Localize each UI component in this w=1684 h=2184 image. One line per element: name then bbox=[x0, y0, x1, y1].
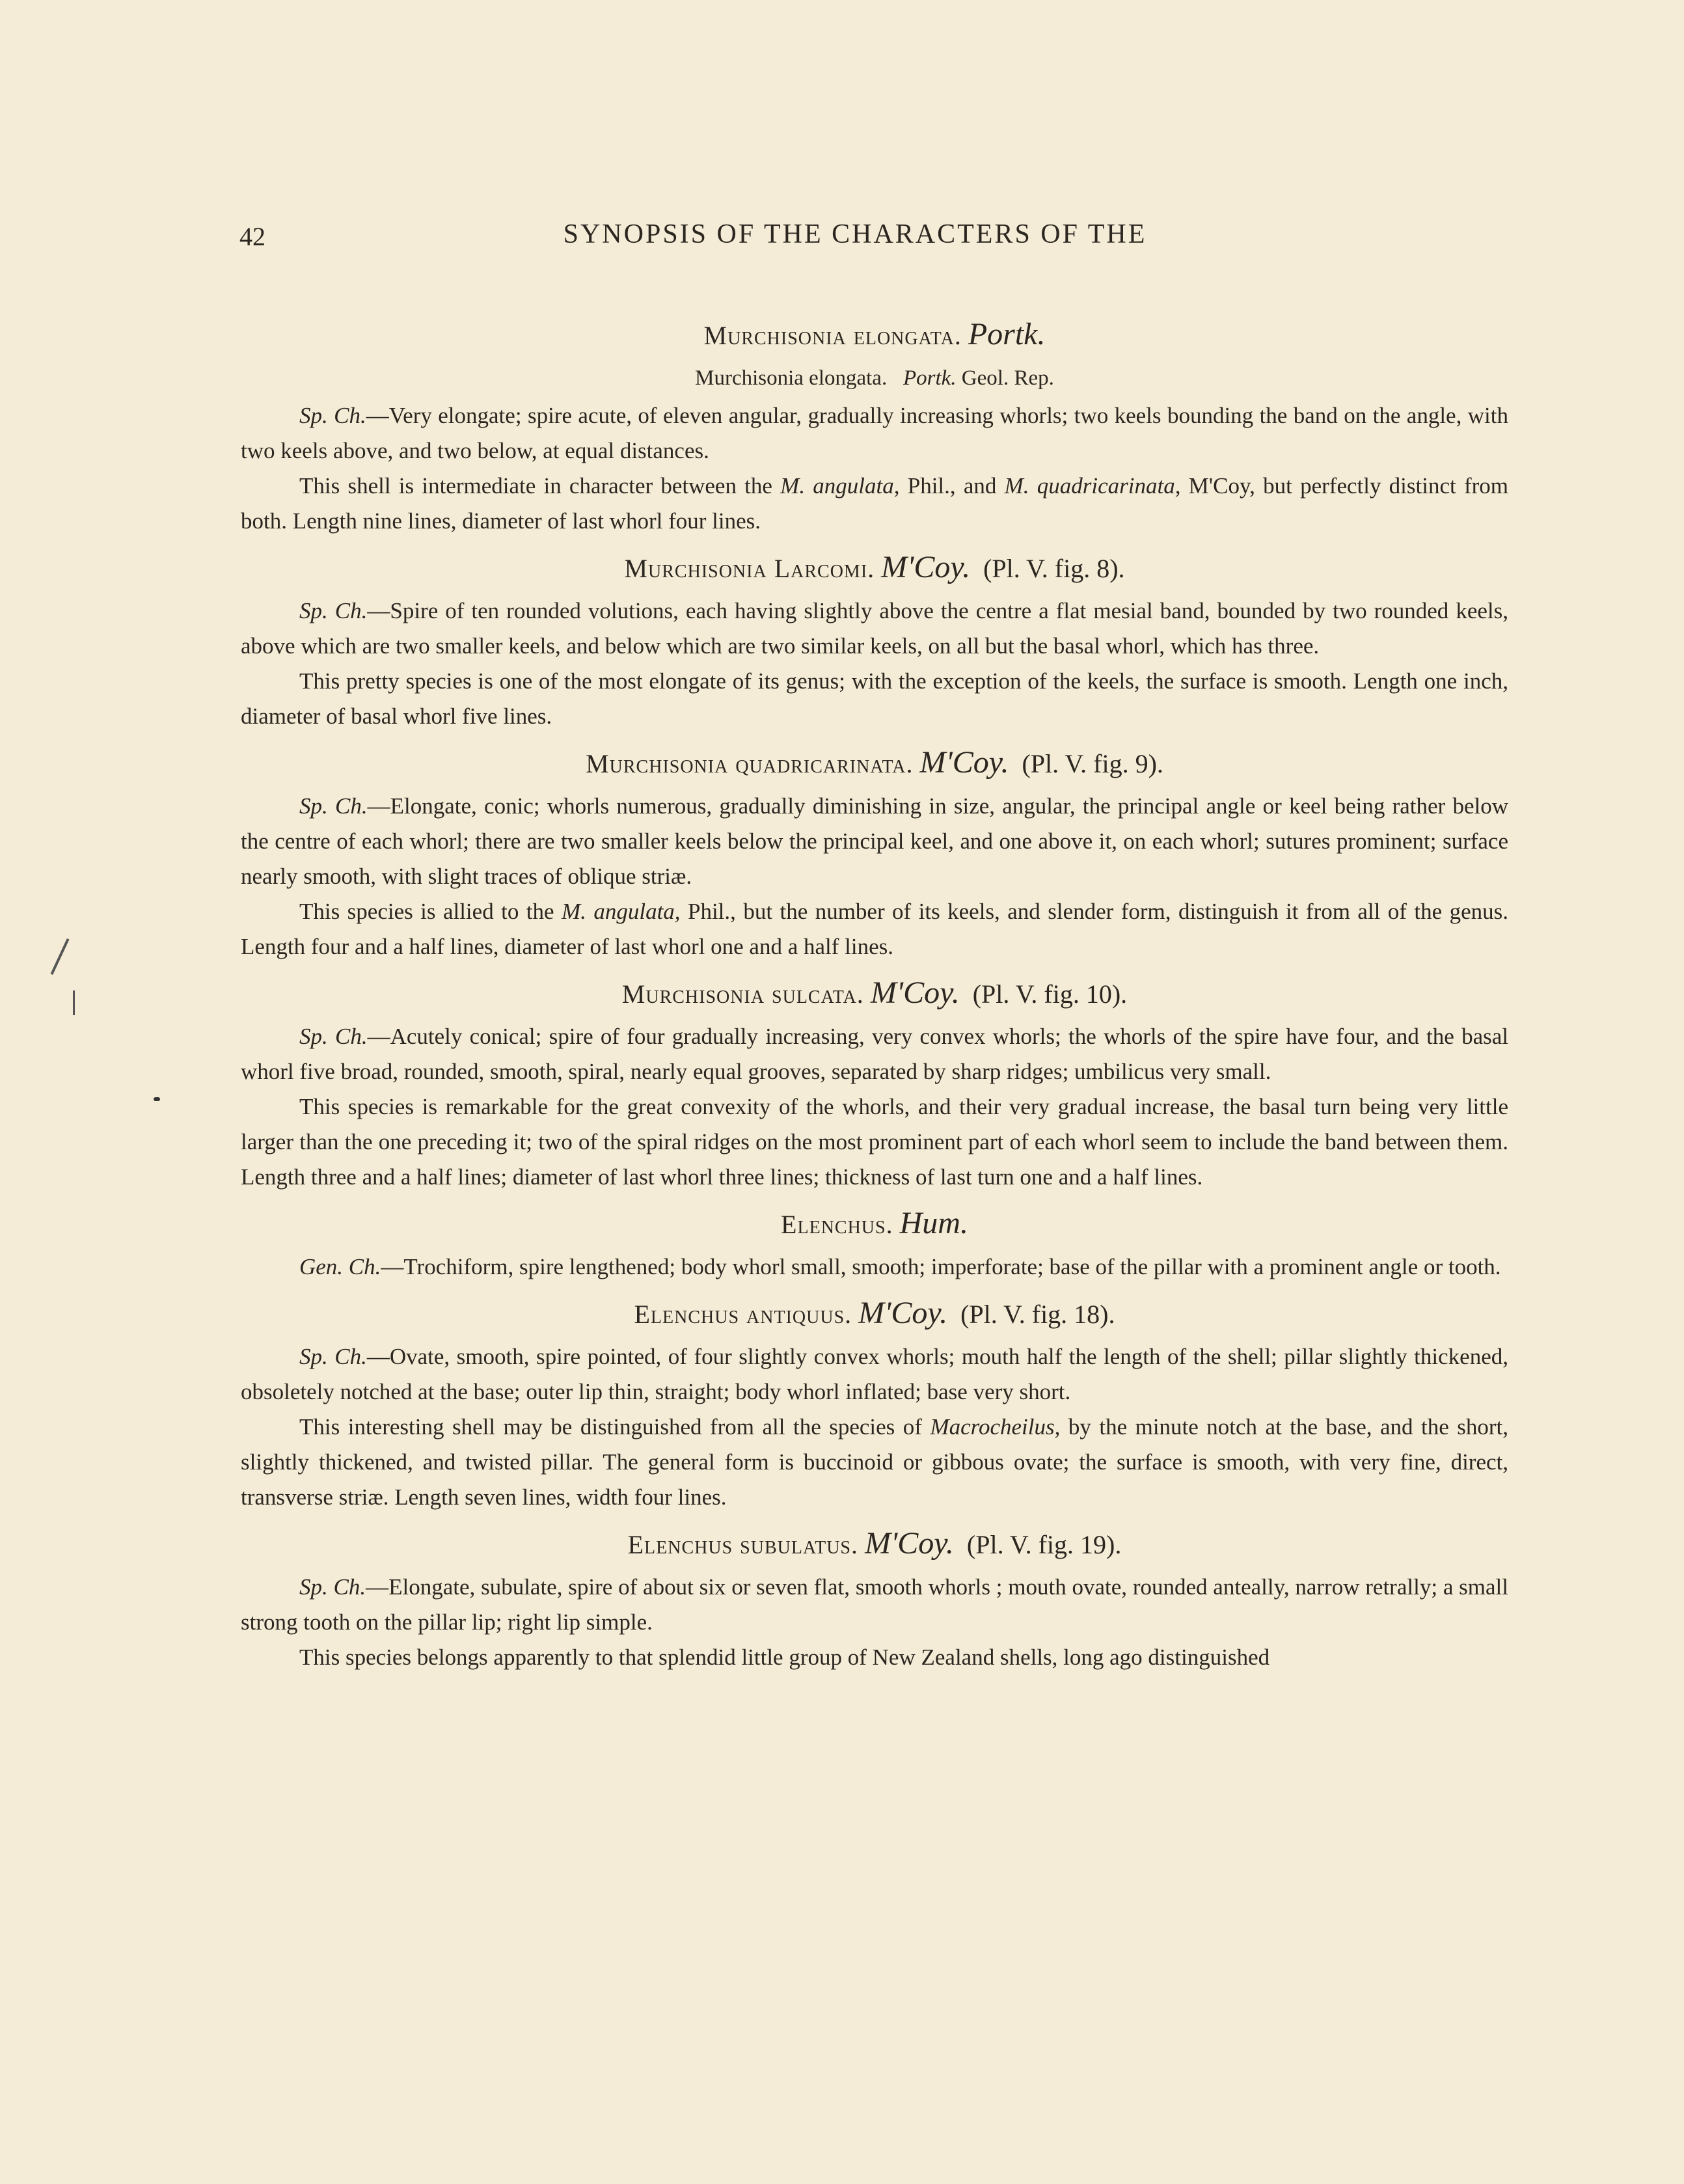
species-ref: M. angulata, bbox=[780, 473, 900, 498]
remarks bbox=[241, 894, 1508, 964]
plate-reference: (Pl. V. fig. 9). bbox=[1022, 749, 1163, 778]
generic-characters bbox=[241, 1249, 1508, 1285]
genus-author: Hum. bbox=[899, 1206, 968, 1240]
species-heading bbox=[241, 548, 1508, 588]
species-name: Elenchus antiquus. bbox=[634, 1300, 852, 1329]
remarks: This pretty species is one of the most elongate of its genus; with the exception of the keels, the surface is smooth. Length one inch, diameter of basal whorl five lines. bbox=[241, 668, 1508, 729]
sp-ch-label: Sp. Ch. bbox=[299, 1344, 367, 1369]
gen-ch-text: —Trochiform, spire lengthened; body whorl small, smooth; imperforate; base of the pillar with a prominent angle or tooth. bbox=[381, 1254, 1501, 1279]
sp-ch-label: Sp. Ch. bbox=[299, 1574, 366, 1600]
remarks: This species is remarkable for the great convexity of the whorls, and their very gradual increase, the basal turn being very little larger than the one preceding it; two of the spiral ridges on the most prominent part of each whorl seem to include the band between them. Length three and a half lines; diameter of last whorl three lines; thickness of last turn one and a half lines. bbox=[241, 1094, 1508, 1190]
species-name: Murchisonia sulcata. bbox=[621, 979, 864, 1009]
genus-heading bbox=[241, 1204, 1508, 1244]
running-head: SYNOPSIS OF THE CHARACTERS OF THE bbox=[563, 219, 1147, 249]
species-name: Murchisonia quadricarinata. bbox=[586, 749, 914, 778]
remarks: This species belongs apparently to that splendid little group of New Zealand shells, long ago distinguished bbox=[299, 1645, 1270, 1670]
specific-characters bbox=[241, 1570, 1508, 1640]
species-author: M'Coy. bbox=[881, 550, 971, 584]
remark-text: M'Coy, but perfectly distinct from both. Length nine lines, diameter of last whorl four lines. bbox=[241, 473, 1508, 534]
plate-reference: (Pl. V. fig. 18). bbox=[960, 1300, 1115, 1329]
species-name: Murchisonia elongata. bbox=[703, 321, 962, 350]
species-ref: M. angulata, bbox=[562, 899, 681, 924]
remark-text: This shell is intermediate in character between the bbox=[299, 473, 781, 498]
remark-text: by the minute notch at the base, and the short, slightly thickened, and twisted pillar. The general form is buccinoid or gibbous ovate; the surface is smooth, with very fine, direct, transverse striæ. Length seven lines, width four lines. bbox=[241, 1414, 1508, 1510]
species-author: M'Coy. bbox=[870, 976, 960, 1010]
specific-characters bbox=[241, 789, 1508, 894]
synonymy-line bbox=[241, 361, 1508, 396]
remarks bbox=[241, 469, 1508, 539]
sp-ch-label: Sp. Ch. bbox=[299, 1024, 368, 1049]
remark-text: This species is allied to the bbox=[299, 899, 562, 924]
sp-ch-label: Sp. Ch. bbox=[299, 793, 368, 819]
plate-reference: (Pl. V. fig. 10). bbox=[972, 979, 1128, 1009]
species-heading bbox=[241, 315, 1508, 355]
plate-reference: (Pl. V. fig. 19). bbox=[966, 1530, 1122, 1559]
sp-ch-text: —Ovate, smooth, spire pointed, of four slightly convex whorls; mouth half the length of the shell; pillar slightly thickened, obsoletely notched at the base; outer lip thin, straight; body whorl inflated; base very short. bbox=[241, 1344, 1508, 1404]
species-author: Portk. bbox=[968, 317, 1046, 351]
specific-characters bbox=[241, 1339, 1508, 1410]
margin-pencil-mark bbox=[73, 990, 75, 1015]
species-heading bbox=[241, 974, 1508, 1014]
sp-ch-label: Sp. Ch. bbox=[299, 403, 366, 428]
synonym-reference: Geol. Rep. bbox=[961, 366, 1054, 390]
species-author: M'Coy. bbox=[858, 1296, 948, 1330]
specific-characters bbox=[241, 594, 1508, 664]
genus-name: Elenchus. bbox=[781, 1210, 893, 1239]
margin-pencil-mark bbox=[51, 938, 70, 975]
species-ref: M. quadricarinata, bbox=[1004, 473, 1181, 498]
remark-text: Phil., and bbox=[899, 473, 1005, 498]
remark-text: This interesting shell may be distinguished from all the species of bbox=[299, 1414, 930, 1440]
sp-ch-label: Sp. Ch. bbox=[299, 598, 368, 623]
species-name: Elenchus subulatus. bbox=[627, 1530, 858, 1559]
synonym-author: Portk. bbox=[903, 366, 957, 390]
remarks bbox=[241, 1410, 1508, 1515]
genus-ref: Macrocheilus, bbox=[930, 1414, 1061, 1440]
sp-ch-text: —Elongate, conic; whorls numerous, gradually diminishing in size, angular, the principal angle or keel being rather below the centre of each whorl; there are two smaller keels below the principal keel, and one above it, on each whorl; sutures prominent; surface nearly smooth, with slight traces of oblique striæ. bbox=[241, 793, 1508, 889]
species-heading bbox=[241, 1294, 1508, 1334]
remark-text: Phil., but the number of its keels, and slender form, distinguish it from all of the genus. Length four and a half lines, diameter of last whorl one and a half lines. bbox=[241, 899, 1508, 959]
species-name: Murchisonia Larcomi. bbox=[624, 554, 875, 583]
plate-reference: (Pl. V. fig. 8). bbox=[983, 554, 1125, 583]
sp-ch-text: —Elongate, subulate, spire of about six or seven flat, smooth whorls ; mouth ovate, rounded anteally, narrow retrally; a small strong tooth on the pillar lip; right lip simple. bbox=[241, 1574, 1508, 1635]
sp-ch-text: —Very elongate; spire acute, of eleven angular, gradually increasing whorls; two keels bounding the band on the angle, with two keels above, and two below, at equal distances. bbox=[241, 403, 1508, 463]
page-body bbox=[241, 306, 1508, 1675]
gen-ch-label: Gen. Ch. bbox=[299, 1254, 381, 1279]
species-heading bbox=[241, 743, 1508, 784]
specific-characters bbox=[241, 1019, 1508, 1089]
ink-speck bbox=[154, 1097, 160, 1101]
page-number: 42 bbox=[239, 222, 265, 251]
species-heading bbox=[241, 1524, 1508, 1564]
species-author: M'Coy. bbox=[919, 745, 1009, 780]
specific-characters bbox=[241, 398, 1508, 469]
species-author: M'Coy. bbox=[864, 1526, 954, 1561]
sp-ch-text: —Acutely conical; spire of four gradually increasing, very convex whorls; the whorls of the spire have four, and the basal whorl five broad, rounded, smooth, spiral, nearly equal grooves, separated by sharp ridges; umbilicus very small. bbox=[241, 1024, 1508, 1084]
synonym-name: Murchisonia elongata. bbox=[695, 366, 888, 390]
sp-ch-text: —Spire of ten rounded volutions, each having slightly above the centre a flat mesial band, bounded by two rounded keels, above which are two smaller keels, and below which are two similar keels, on all but the basal whorl, which has three. bbox=[241, 598, 1508, 659]
